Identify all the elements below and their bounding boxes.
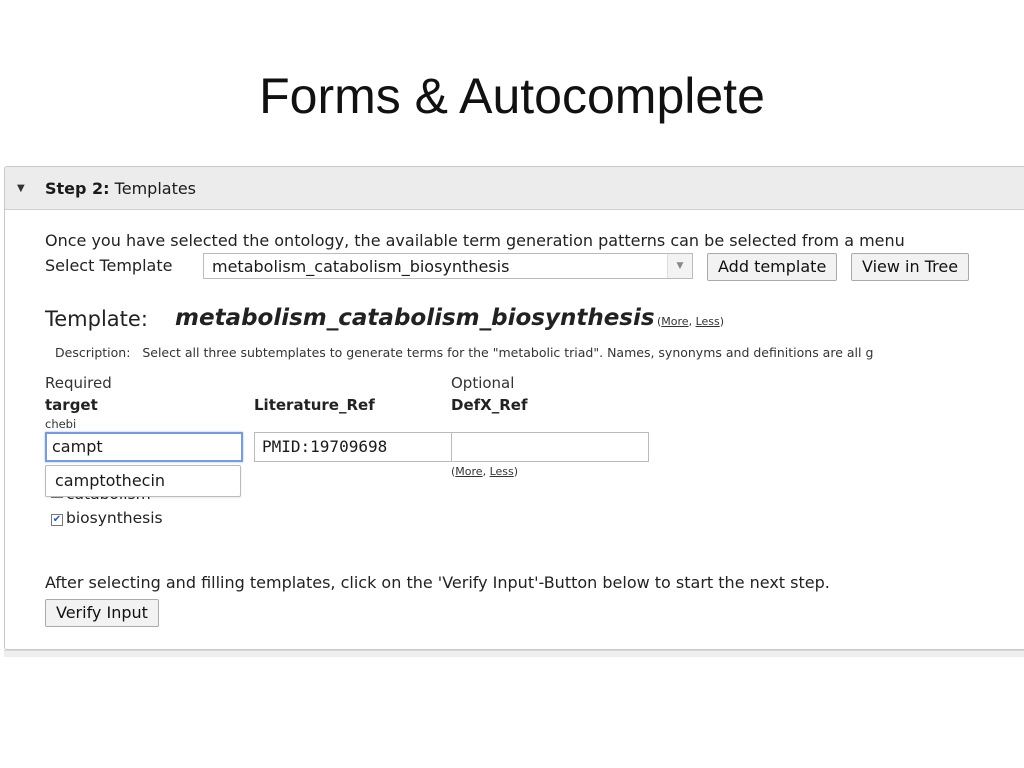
template-less-link[interactable]: Less	[695, 315, 720, 328]
field-more-link[interactable]: More	[455, 465, 483, 478]
template-more-less: (More, Less)	[657, 315, 725, 328]
subtemplate-label: biosynthesis	[66, 509, 163, 527]
collapse-triangle-icon[interactable]: ▼	[17, 183, 25, 194]
target-field-name: target	[45, 396, 98, 414]
defx-field-name: DefX_Ref	[451, 396, 528, 414]
check-icon[interactable]: ✔	[52, 514, 62, 525]
optional-label: Optional	[451, 374, 515, 392]
view-in-tree-button[interactable]: View in Tree	[851, 253, 969, 281]
literature-field-name: Literature_Ref	[254, 396, 375, 414]
field-less-link[interactable]: Less	[489, 465, 514, 478]
target-ontology-label: chebi	[45, 417, 77, 431]
select-template-label: Select Template	[45, 256, 173, 275]
template-name: metabolism_catabolism_biosynthesis	[175, 305, 655, 331]
autocomplete-suggestion[interactable]: camptothecin	[45, 465, 241, 497]
template-more-link[interactable]: More	[661, 315, 689, 328]
target-input[interactable]: campt	[45, 432, 243, 462]
after-selecting-text: After selecting and filling templates, click on the 'Verify Input'-Button below to start the next step.	[45, 573, 830, 592]
literature-ref-input[interactable]: PMID:19709698	[254, 432, 452, 462]
field-more-less: (More, Less)	[451, 465, 519, 478]
slide-title: Forms & Autocomplete	[259, 68, 765, 124]
description	[55, 345, 873, 360]
subtemplate-biosynthesis[interactable]	[51, 509, 163, 527]
verify-input-button[interactable]: Verify Input	[45, 599, 159, 627]
step-title: Templates	[114, 179, 197, 198]
description-label: Description:	[55, 345, 131, 360]
chevron-down-icon[interactable]: ▼	[667, 254, 692, 278]
step-panel	[4, 166, 1024, 650]
panel-header[interactable]	[5, 167, 1024, 210]
required-label: Required	[45, 374, 112, 392]
template-select-value: metabolism_catabolism_biosynthesis	[212, 257, 510, 276]
defx-ref-input[interactable]	[451, 432, 649, 462]
add-template-button[interactable]: Add template	[707, 253, 837, 281]
step-number: Step 2:	[45, 179, 110, 198]
template-label: Template:	[45, 307, 148, 331]
intro-text: Once you have selected the ontology, the available term generation patterns can be selected from a menu	[45, 231, 905, 250]
template-select[interactable]	[203, 253, 693, 279]
description-text: Select all three subtemplates to generate terms for the "metabolic triad". Names, synonyms and definitions are all g	[142, 345, 874, 360]
next-panel-edge	[4, 650, 1024, 657]
